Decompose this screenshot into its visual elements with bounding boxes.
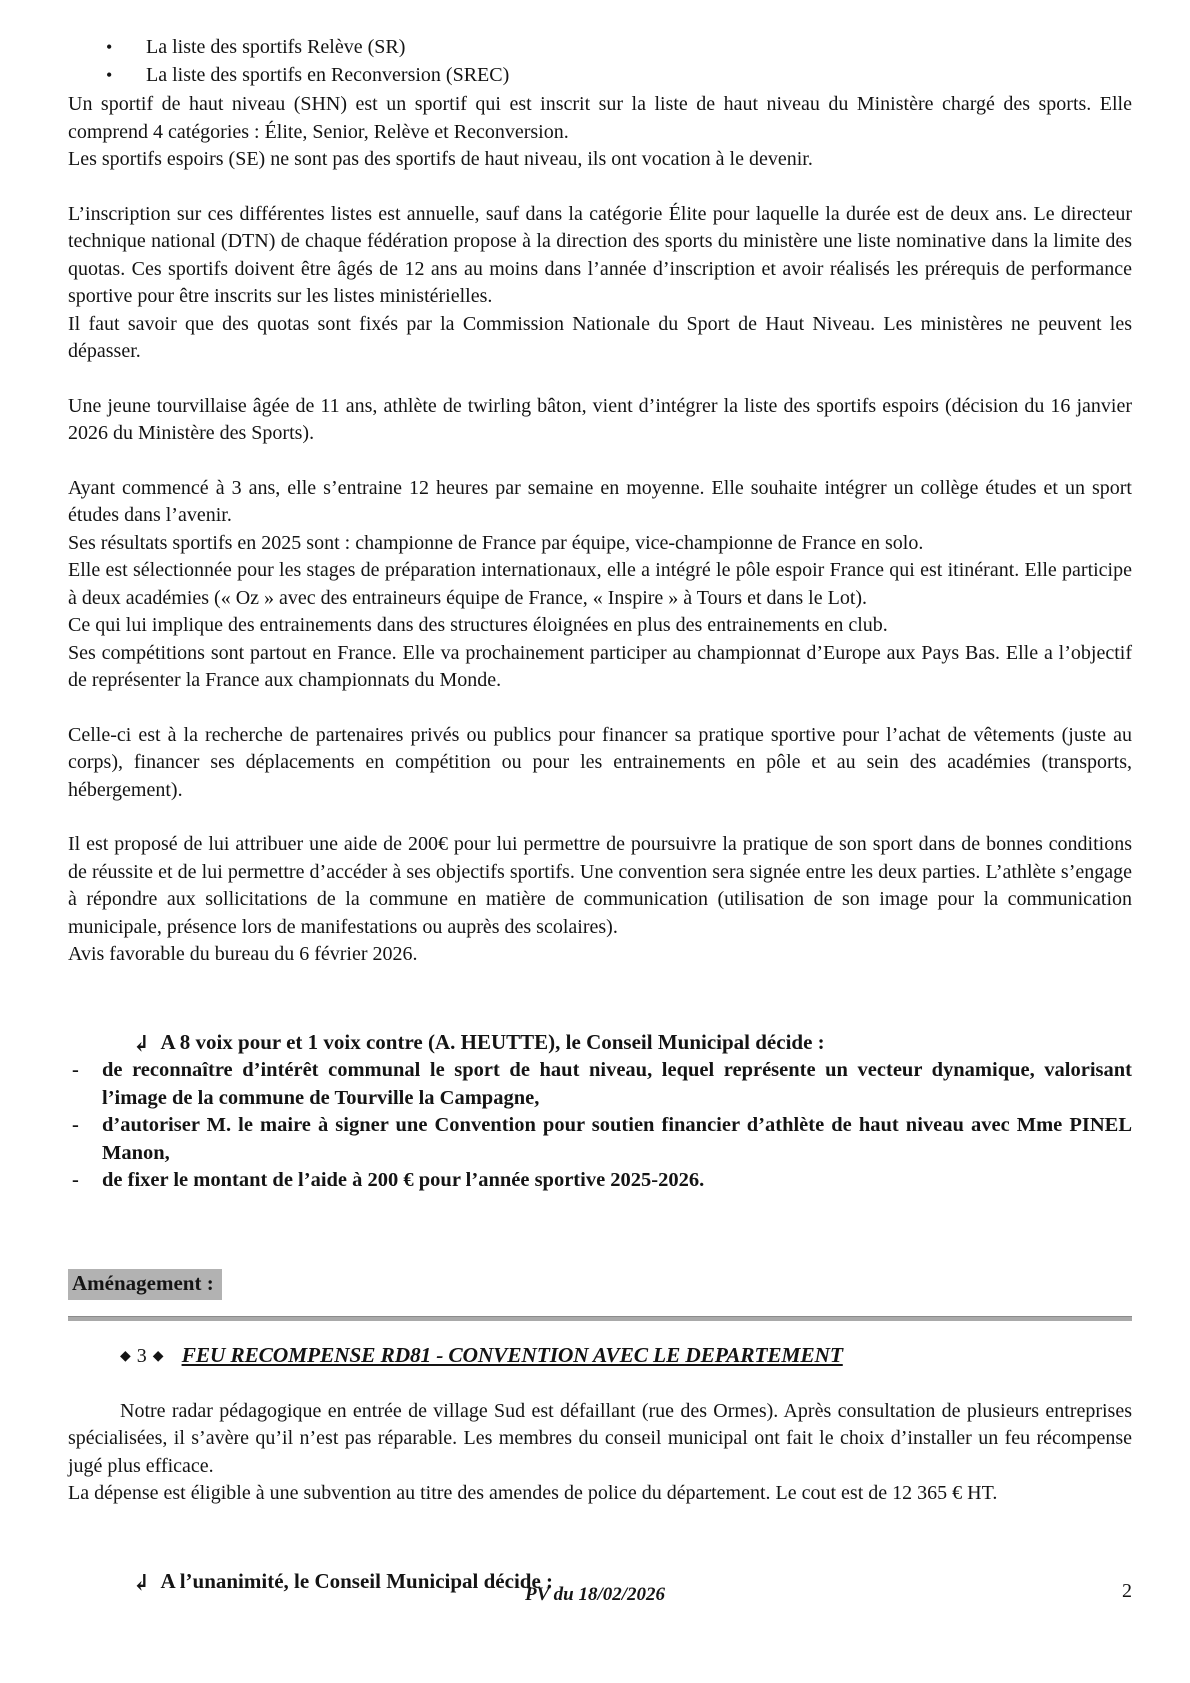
section-divider <box>68 1316 1132 1321</box>
list-item-text: La liste des sportifs en Reconversion (SREC) <box>146 63 510 86</box>
paragraph-resultats-2025: Ses résultats sportifs en 2025 sont : championne de France par équipe, vice-championne de France en solo. <box>68 531 924 554</box>
bullet-icon: • <box>106 37 113 57</box>
category-label-row <box>68 1269 1132 1301</box>
dash-icon: - <box>72 1169 79 1191</box>
page-number: 2 <box>1122 1580 1132 1602</box>
paragraph-quotas: Il faut savoir que des quotas sont fixés par la Commission Nationale du Sport de Haut Niveau. Les ministères ne peuvent les dépasser. <box>68 312 1132 362</box>
paragraph-entrainement: Ayant commencé à 3 ans, elle s’entraine 12 heures par semaine en moyenne. Elle souhaite intégrer un collège études et un sport études dans l’avenir. <box>68 476 1132 526</box>
return-arrow-icon: ↳ <box>132 1569 151 1595</box>
document-body <box>68 34 1132 1596</box>
decision-item <box>68 1167 1132 1195</box>
decision-heading-text: A 8 voix pour et 1 voix contre (A. HEUTTE), le Conseil Municipal décide : <box>160 1029 825 1054</box>
paragraph-proposition-aide: Il est proposé de lui attribuer une aide de 200€ pour lui permettre de poursuivre la pratique de son sport dans de bonnes conditions de réussite et de lui permettre d’accéder à ses objectifs sportifs. Une convention sera signée entre les deux parties. L’athlète s’engage à répondre aux sollicitations de la commune en matière de communication (utilisation de son image pour la communication municipale, présence lors de manifestations ou auprès des scolaires). <box>68 833 1132 938</box>
decision-item-text: de reconnaître d’intérêt communal le sport de haut niveau, lequel représente un vecteur dynamique, valorisant l’image de la commune de Tourville la Campagne, <box>102 1059 1132 1109</box>
paragraph-jeune-tourvillaise: Une jeune tourvillaise âgée de 11 ans, athlète de twirling bâton, vient d’intégrer la liste des sportifs espoirs (décision du 16 janvier 2026 du Ministère des Sports). <box>68 394 1132 444</box>
spacer <box>68 1371 1132 1398</box>
category-label: Aménagement : <box>68 1269 222 1301</box>
dash-icon: - <box>72 1059 79 1081</box>
spacer <box>68 174 1132 201</box>
paragraph-radar-pedagogique: Notre radar pédagogique en entrée de village Sud est défaillant (rue des Ormes). Après consultation de plusieurs entreprises spécialisées, il s’avère qu’il n’est pas réparable. Les membres du conseil municipal ont fait le choix d’installer un feu récompense jugé plus efficace. <box>68 1399 1132 1477</box>
section-title: FEU RECOMPENSE RD81 - CONVENTION AVEC LE DEPARTEMENT <box>181 1343 843 1367</box>
diamond-icon: ◆ <box>152 1349 164 1364</box>
paragraph-shn-definition: Un sportif de haut niveau (SHN) est un sportif qui est inscrit sur la liste de haut niveau du Ministère chargé des sports. Elle comprend 4 catégories : Élite, Senior, Relève et Reconversion. <box>68 93 1132 143</box>
paragraph-inscription-listes: L’inscription sur ces différentes listes est annuelle, sauf dans la catégorie Élite pour laquelle la durée est de deux ans. Le directeur technique national (DTN) de chaque fédération propose à la direction des sports du ministère une liste nominative dans la limite des quotas. Ces sportifs doivent être âgés de 12 ans au moins dans l’année d’inscription et avoir réalisés les prérequis de performance sportive pour être inscrits sur les listes ministérielles. <box>68 202 1132 307</box>
list-item-text: La liste des sportifs Relève (SR) <box>146 36 406 58</box>
section-heading <box>68 1342 1132 1371</box>
paragraph-depense-subvention: La dépense est éligible à une subvention au titre des amendes de police du département. Le cout est de 12 365 € HT. <box>68 1482 998 1504</box>
list-item <box>68 34 1132 62</box>
spacer <box>68 1508 1132 1566</box>
dash-icon: - <box>72 1114 79 1136</box>
paragraph-recherche-partenaires: Celle-ci est à la recherche de partenaires privés ou publics pour financer sa pratique sportive pour l’achat de vêtements (juste au corps), financer ses déplacements en compétition ou pour les entrainements en pôle et au sein des académies (transports, hébergement). <box>68 723 1132 801</box>
spacer <box>68 969 1132 1027</box>
spacer <box>68 1195 1132 1269</box>
decision-item-text: d’autoriser M. le maire à signer une Convention pour soutien financier d’athlète de haut niveau avec Mme PINEL Manon, <box>102 1114 1132 1164</box>
paragraph-sportifs-espoirs: Les sportifs espoirs (SE) ne sont pas des sportifs de haut niveau, ils ont vocation à le devenir. <box>68 148 813 170</box>
paragraph-avis-bureau: Avis favorable du bureau du 6 février 2026. <box>68 943 418 965</box>
paragraph-structures-eloignees: Ce qui lui implique des entrainements dans des structures éloignées en plus des entrainements en club. <box>68 614 888 636</box>
spacer <box>68 366 1132 393</box>
spacer <box>68 448 1132 475</box>
bullet-list <box>68 34 1132 89</box>
section-number: 3 <box>136 1345 147 1367</box>
return-arrow-icon: ↳ <box>132 1030 151 1056</box>
bullet-icon: • <box>106 64 113 85</box>
list-item <box>68 62 1132 90</box>
footer-document-reference: PV du 18/02/2026 <box>524 1584 666 1605</box>
spacer <box>68 695 1132 722</box>
decision-item <box>68 1112 1132 1167</box>
spacer <box>68 804 1132 831</box>
decision-item <box>68 1057 1132 1112</box>
paragraph-competitions: Ses compétitions sont partout en France. Elle va prochainement participer au championnat d’Europe aux Pays Bas. Elle a l’objectif de représenter la France aux championnats du Monde. <box>68 641 1132 691</box>
decision-list <box>68 1057 1132 1195</box>
diamond-icon: ◆ <box>120 1349 131 1364</box>
decision-heading-vote <box>68 1029 1132 1058</box>
decision-item-text: de fixer le montant de l’aide à 200 € pour l’année sportive 2025-2026. <box>102 1169 705 1191</box>
paragraph-stages-academies: Elle est sélectionnée pour les stages de préparation internationaux, elle a intégré le pôle espoir France qui est itinérant. Elle participe à deux académies (« Oz » avec des entraineurs équipe de France, « Inspire » à Tours et dans le Lot). <box>68 559 1132 609</box>
decision-heading-text: A l’unanimité, le Conseil Municipal décide : <box>160 1568 554 1593</box>
